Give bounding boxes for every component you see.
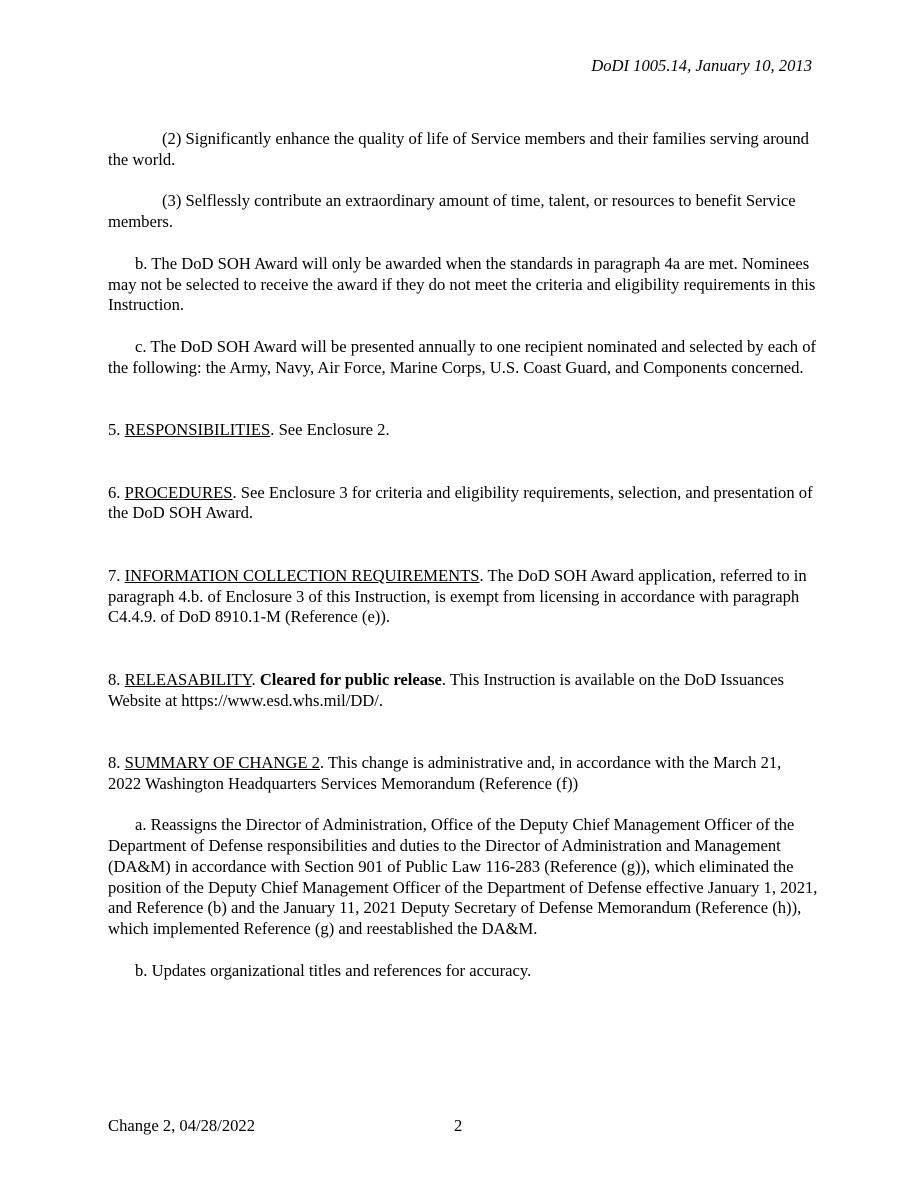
section-7-number: 7.	[108, 565, 125, 585]
section-5-number: 5.	[108, 420, 125, 440]
section-5-heading: RESPONSIBILITIES	[124, 420, 271, 440]
section-6-number: 6.	[108, 482, 125, 502]
section-5-responsibilities	[108, 420, 818, 441]
summary-heading: SUMMARY OF CHANGE 2	[124, 752, 320, 772]
footer-page-number: 2	[454, 1116, 463, 1135]
section-5-text: . See Enclosure 2.	[270, 420, 390, 440]
paragraph-4a-2: (2) Significantly enhance the quality of life of Service members and their families serving around the world.	[108, 129, 809, 169]
summary-text: . This change is administrative and, in accordance with the March 21, 2022 Washington Headquarters Services Memorandum (Reference (f))	[108, 752, 782, 793]
section-8-number: 8.	[108, 669, 125, 689]
summary-paragraph-a: a. Reassigns the Director of Administration, Office of the Deputy Chief Management Officer of the Department of Defense responsibilities and duties to the Director of Administration and Management (DA&M) in accordance with Section 901 of Public Law 116-283 (Reference (g)), which eliminated the position of the Deputy Chief Management Officer of the Department of Defense effective January 1, 2021, and Reference (b) and the January 11, 2021 Deputy Secretary of Defense Memorandum (Reference (h)), which implemented Reference (g) and reestablished the DA&M.	[108, 815, 818, 939]
section-6-text: . See Enclosure 3 for criteria and eligibility requirements, selection, and presentation of the DoD SOH Award.	[108, 482, 813, 523]
section-8-releasability	[108, 670, 818, 712]
summary-number: 8.	[108, 752, 125, 772]
document-reference-header: DoDI 1005.14, January 10, 2013	[591, 56, 812, 75]
section-6-heading: PROCEDURES	[124, 482, 233, 502]
section-8-summary-of-change	[108, 753, 818, 795]
footer-change-date: Change 2, 04/28/2022	[108, 1116, 256, 1135]
paragraph-4c: c. The DoD SOH Award will be presented annually to one recipient nominated and selected by each of the following: the Army, Navy, Air Force, Marine Corps, U.S. Coast Guard, and Components concerned.	[108, 336, 817, 377]
section-8-heading: RELEASABILITY	[124, 669, 252, 689]
section-8-separator: .	[251, 669, 260, 689]
document-body	[108, 129, 818, 982]
section-7-information-collection	[108, 566, 818, 628]
section-6-procedures	[108, 483, 818, 525]
paragraph-4b: b. The DoD SOH Award will only be awarded when the standards in paragraph 4a are met. Nominees may not be selected to receive the award if they do not meet the criteria and eligibility requirements in this Instruction.	[108, 253, 816, 315]
section-8-bold-statement: Cleared for public release	[259, 669, 442, 689]
section-7-heading: INFORMATION COLLECTION REQUIREMENTS	[124, 565, 480, 585]
section-7-text: . The DoD SOH Award application, referred to in paragraph 4.b. of Enclosure 3 of this Instruction, is exempt from licensing in accordance with paragraph C4.4.9. of DoD 8910.1-M (Reference (e)).	[108, 565, 807, 627]
paragraph-4a-3: (3) Selflessly contribute an extraordinary amount of time, talent, or resources to benefit Service members.	[108, 191, 796, 232]
summary-paragraph-b: b. Updates organizational titles and references for accuracy.	[135, 960, 532, 980]
section-8-text: . This Instruction is available on the DoD Issuances Website at https://www.esd.whs.mil/DD/.	[108, 669, 784, 710]
